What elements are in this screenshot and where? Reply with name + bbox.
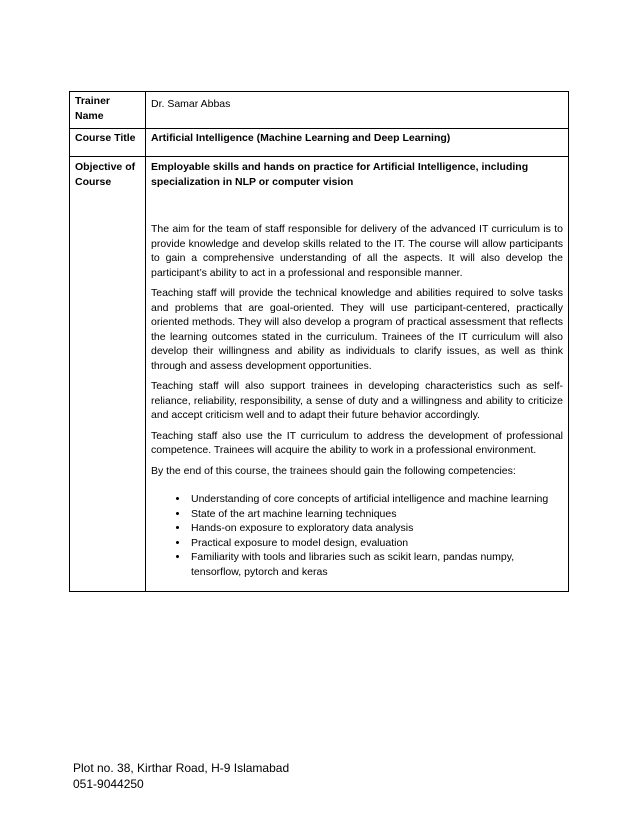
trainer-name-value: Dr. Samar Abbas (146, 92, 569, 129)
list-item: • Understanding of core concepts of artificial intelligence and machine learning (189, 492, 563, 507)
objective-paragraph-competence: Teaching staff also use the IT curriculum to address the development of professional competence. Trainees will acquire the ability to work in a professional environment. (151, 429, 563, 456)
page-footer (73, 760, 289, 792)
objective-label: Objective of Course (70, 157, 146, 592)
competencies-list (151, 492, 563, 579)
objective-content (146, 157, 569, 592)
objective-paragraph-aim: The aim for the team of staff responsible for delivery of the advanced IT curriculum is to provide knowledge and develop skills related to the IT. The course will allow participants to gain a comprehensive understanding of all the aspects. It will also develop the participant’s ability to act in a professional and responsible manner. (151, 223, 563, 279)
objective-paragraph-support: Teaching staff will also support trainees in developing characteristics such as self-reliance, reliability, responsibility, a sense of duty and a willingness and ability to criticize and accept criticism well and to adapt their future behavior accordingly. (151, 380, 563, 421)
footer-phone: 051-9044250 (73, 777, 144, 791)
course-info-table (69, 91, 569, 592)
table-row-trainer (70, 92, 569, 129)
course-title-label: Course Title (70, 129, 146, 157)
objective-paragraph-intro: By the end of this course, the trainees should gain the following competencies: (151, 464, 516, 477)
table-row-course-title (70, 129, 569, 157)
list-item: • Familiarity with tools and libraries such as scikit learn, pandas numpy, tensorflow, pytorch and keras (189, 550, 563, 579)
list-item: • State of the art machine learning techniques (189, 507, 563, 522)
table-row-objective (70, 157, 569, 592)
objective-summary: Employable skills and hands on practice for Artificial Intelligence, including specialization in NLP or computer vision (151, 161, 529, 188)
objective-paragraph-technical: Teaching staff will provide the technical knowledge and abilities required to solve tasks and problems that are goal-oriented. They will use participant-centered, practically oriented methods. They will also develop a program of practical assessment that reflects the learning outcomes stated in the curriculum. Trainees of the IT curriculum will also develop their willingness and ability as individuals to clarify issues, as well as think through and assess development opportunities. (151, 287, 563, 372)
list-item: • Hands-on exposure to exploratory data analysis (189, 521, 563, 536)
footer-address: Plot no. 38, Kirthar Road, H-9 Islamabad (73, 761, 290, 775)
trainer-name-label: Trainer Name (70, 92, 146, 129)
list-item: • Practical exposure to model design, evaluation (189, 536, 563, 551)
course-title-value: Artificial Intelligence (Machine Learning and Deep Learning) (146, 129, 569, 157)
